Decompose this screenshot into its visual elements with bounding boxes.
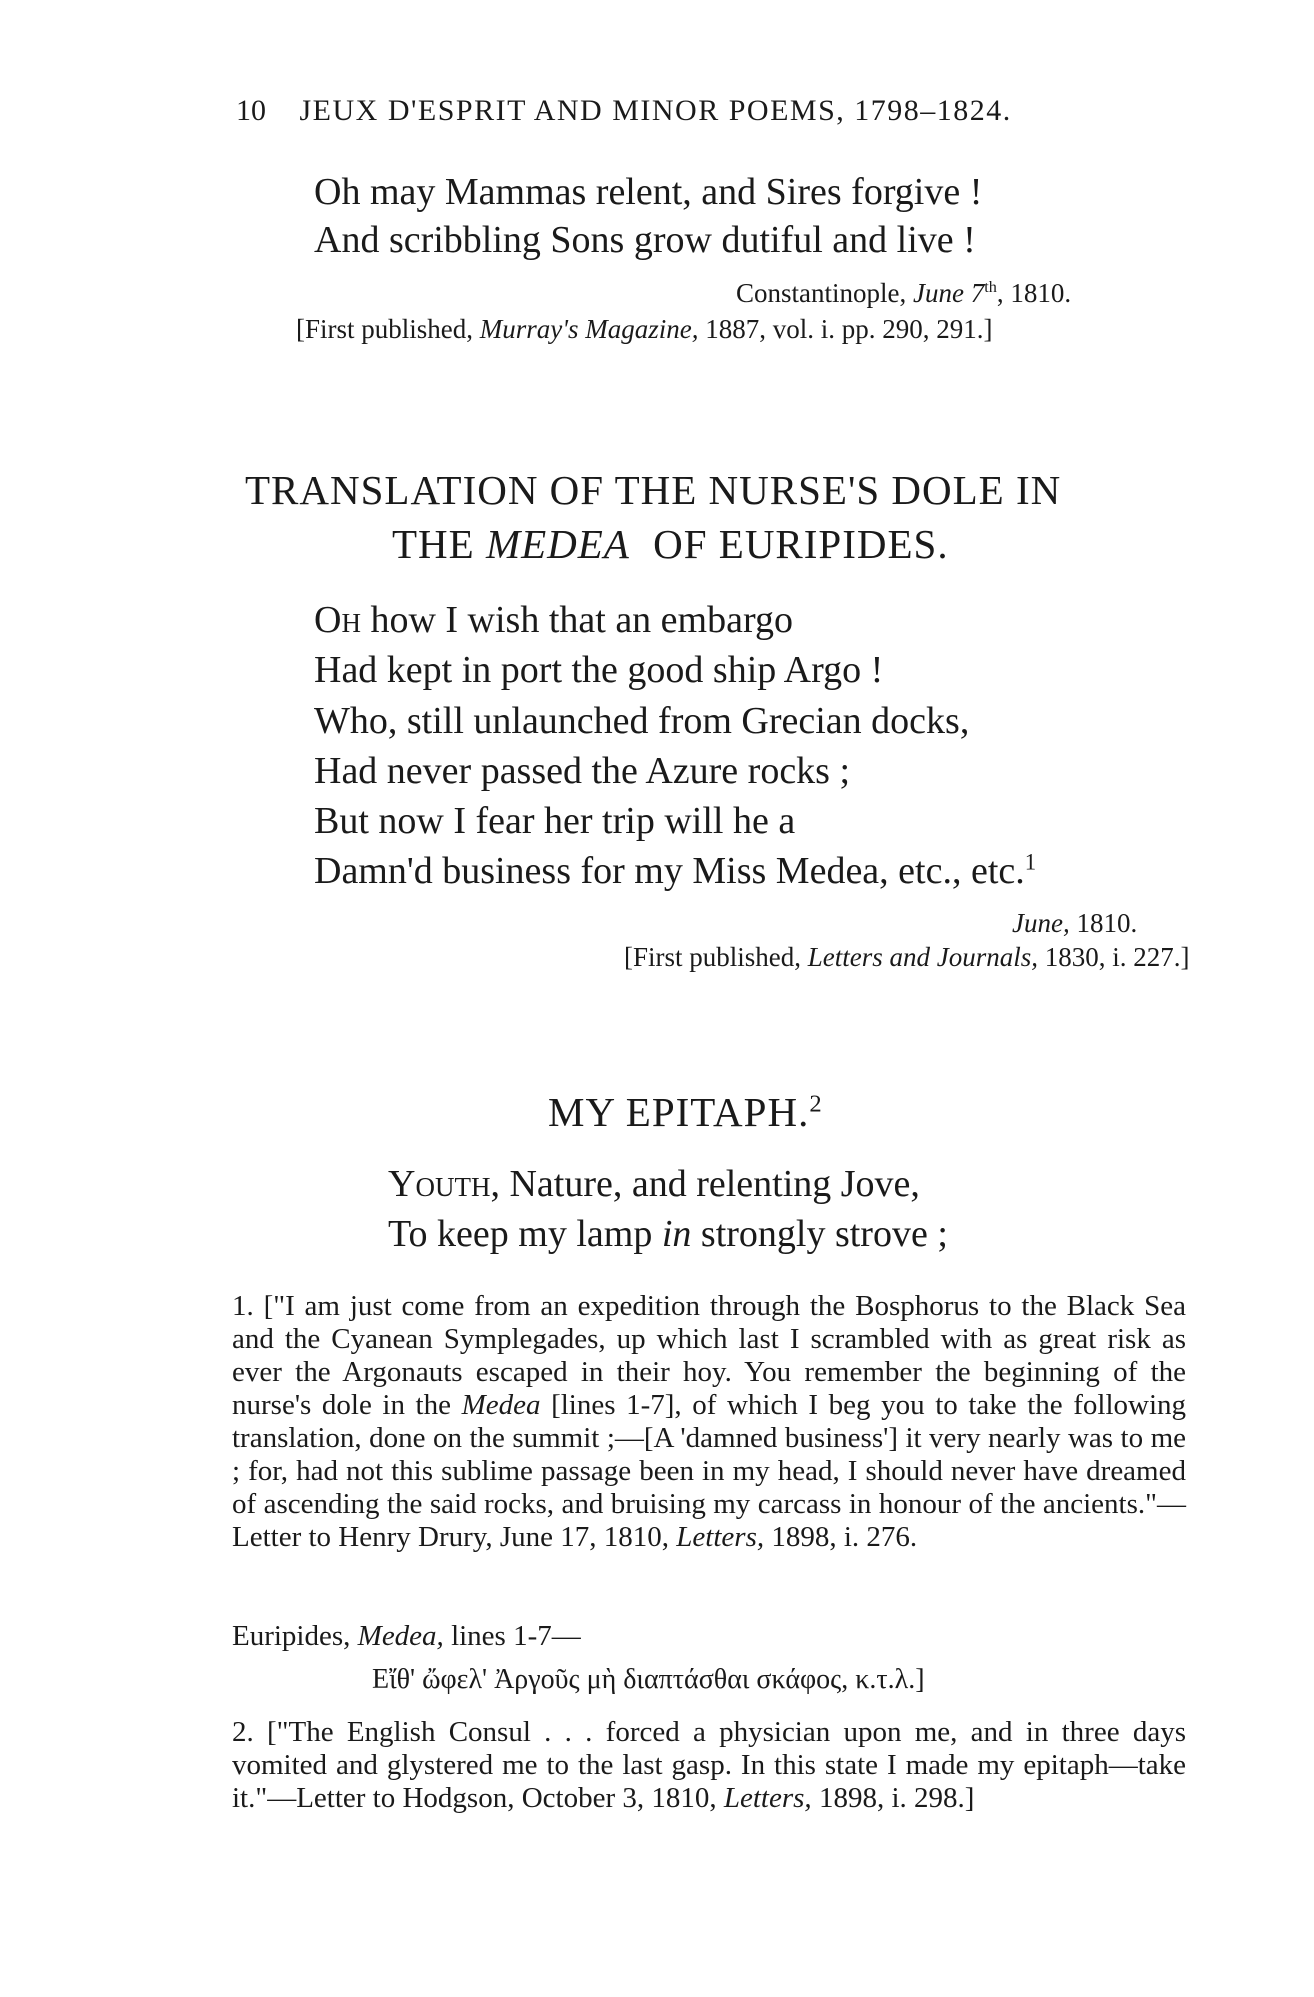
footnote-mark-2: 2: [809, 1090, 823, 1118]
poem3-line-1: Youth, Nature, and relenting Jove,: [388, 1163, 920, 1205]
page-header: [236, 94, 1216, 128]
poem2-line-2: Had kept in port the good ship Argo !: [314, 649, 884, 691]
running-head: JEUX D'ESPRIT AND MINOR POEMS, 1798–1824.: [299, 94, 1012, 127]
poem2-date: June, 1810.: [1012, 908, 1138, 938]
poem3-line-2: To keep my lamp in strongly strove ;: [388, 1213, 948, 1255]
footnote-mark-1: 1: [1024, 849, 1037, 875]
poem2-line-4: Had never passed the Azure rocks ;: [314, 750, 851, 792]
poem2-title-line-2: THE MEDEA OF EURIPIDES.: [392, 521, 949, 567]
poem2-line-6: Damn'd business for my Miss Medea, etc., etc.$^1$: [314, 849, 1037, 892]
poem2-line-3: Who, still unlaunched from Grecian docks,: [314, 700, 970, 742]
footnote-1-euripides: Euripides, Medea, lines 1-7—: [232, 1620, 581, 1652]
poem1-dateline: Constantinople, June 7th, 1810.: [736, 278, 1072, 308]
footnote-1-greek: Εἴθ' ὤφελ' Ἀργοῦς μὴ διαπτάσθαι σκάφος, κ.τ.λ.]: [372, 1664, 925, 1695]
poem2-line-5: But now I fear her trip will he a: [314, 800, 796, 842]
page-number: 10: [236, 94, 266, 127]
footnote-1: 1. ["I am just come from an expedition through the Bosphorus to the Black Sea and the Cyanean Symplegades, up which last I scrambled with as great risk as ever the Argonauts escaped in their hoy. You remember the beginning of the nurse's dole in the Medea [lines 1-7], of which I beg you to take the following translation, done on the summit ;—[A 'damned business'] it very nearly was to me ; for, had not this sublime passage been in my head, I should never have dreamed of ascending the said rocks, and bruising my carcass in honour of the ancients."—Letter to Henry Drury, June 17, 1810, Letters, 1898, i. 276.: [232, 1290, 1186, 1553]
footnote-2: 2. ["The English Consul . . . forced a physician upon me, and in three days vomited and glystered me to the last gasp. In this state I made my epitaph—take it."—Letter to Hodgson, October 3, 1810, Letters, 1898, i. 298.]: [232, 1716, 1186, 1814]
poem1-publication: [First published, Murray's Magazine, 1887, vol. i. pp. 290, 291.]: [296, 314, 993, 344]
poem2-title-line-1: TRANSLATION OF THE NURSE'S DOLE IN: [245, 467, 1062, 513]
poem2-line-1: Oh how I wish that an embargo: [314, 599, 793, 641]
poem1-line-1: Oh may Mammas relent, and Sires forgive !: [314, 171, 983, 213]
poem1-line-2: And scribbling Sons grow dutiful and live !: [314, 219, 976, 261]
poem2-publication: [First published, Letters and Journals, 1830, i. 227.]: [624, 942, 1190, 972]
poem3-title: MY EPITAPH.$^2$: [548, 1089, 823, 1135]
